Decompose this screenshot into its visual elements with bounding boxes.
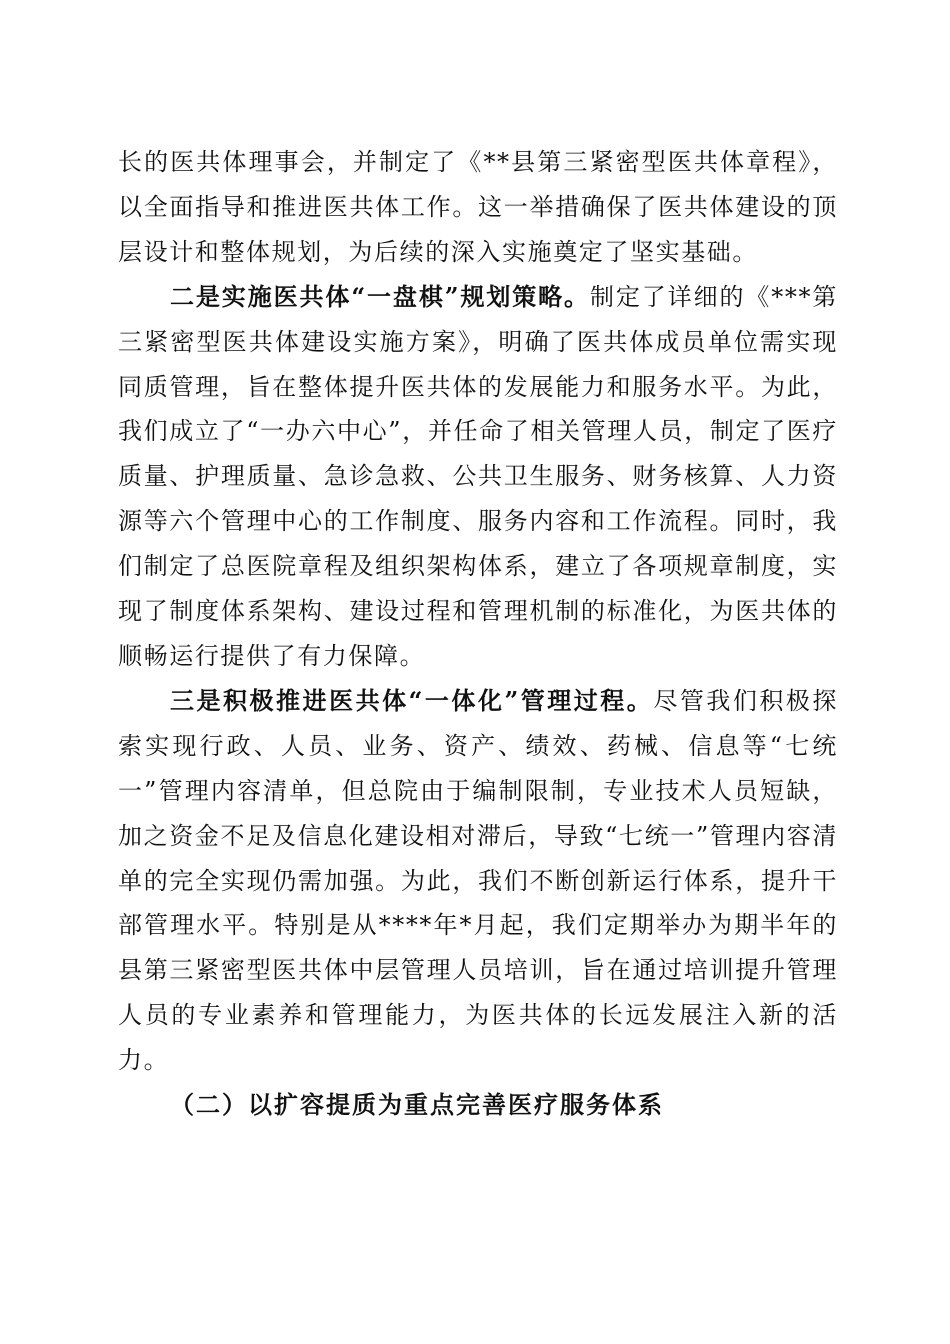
paragraph-text: 尽管我们积极探索实现行政、人员、业务、资产、绩效、药械、信息等“七统一”管理内容清单，但总院由于编制限制，专业技术人员短缺，加之资金不足及信息化建设相对滞后，导致“七统一”管理内容清单的完全实现仍需加强。为此，我们不断创新运行体系，提升干部管理水平。特别是从****年*月起，我们定期举办为期半年的县第三紧密型医共体中层管理人员培训，旨在通过培训提升管理人员的专业素养和管理能力，为医共体的长远发展注入新的活力。 [118, 686, 838, 1075]
paragraph-text: 长的医共体理事会，并制定了《**县第三紧密型医共体章程》，以全面指导和推进医共体工作。这一举措确保了医共体建设的顶层设计和整体规划，为后续的深入实施奠定了坚实基础。 [118, 148, 838, 266]
paragraph-yipanqi [118, 275, 838, 679]
section-heading: （二）以扩容提质为重点完善医疗服务体系 [170, 1090, 664, 1120]
paragraph-yitihua [118, 679, 838, 1083]
paragraph-lead: 三是积极推进医共体“一体化”管理过程。 [170, 685, 654, 715]
document-page [118, 140, 838, 1128]
paragraph-continuation [118, 140, 838, 275]
paragraph-lead: 二是实施医共体“一盘棋”规划策略。 [170, 281, 590, 311]
paragraph-text: 制定了详细的《***第三紧密型医共体建设实施方案》，明确了医共体成员单位需实现同质管理，旨在整体提升医共体的发展能力和服务水平。为此，我们成立了“一办六中心”，并任命了相关管理人员，制定了医疗质量、护理质量、急诊急救、公共卫生服务、财务核算、人力资源等六个管理中心的工作制度、服务内容和工作流程。同时，我们制定了总医院章程及组织架构体系，建立了各项规章制度，实现了制度体系架构、建设过程和管理机制的标准化，为医共体的顺畅运行提供了有力保障。 [118, 282, 838, 670]
